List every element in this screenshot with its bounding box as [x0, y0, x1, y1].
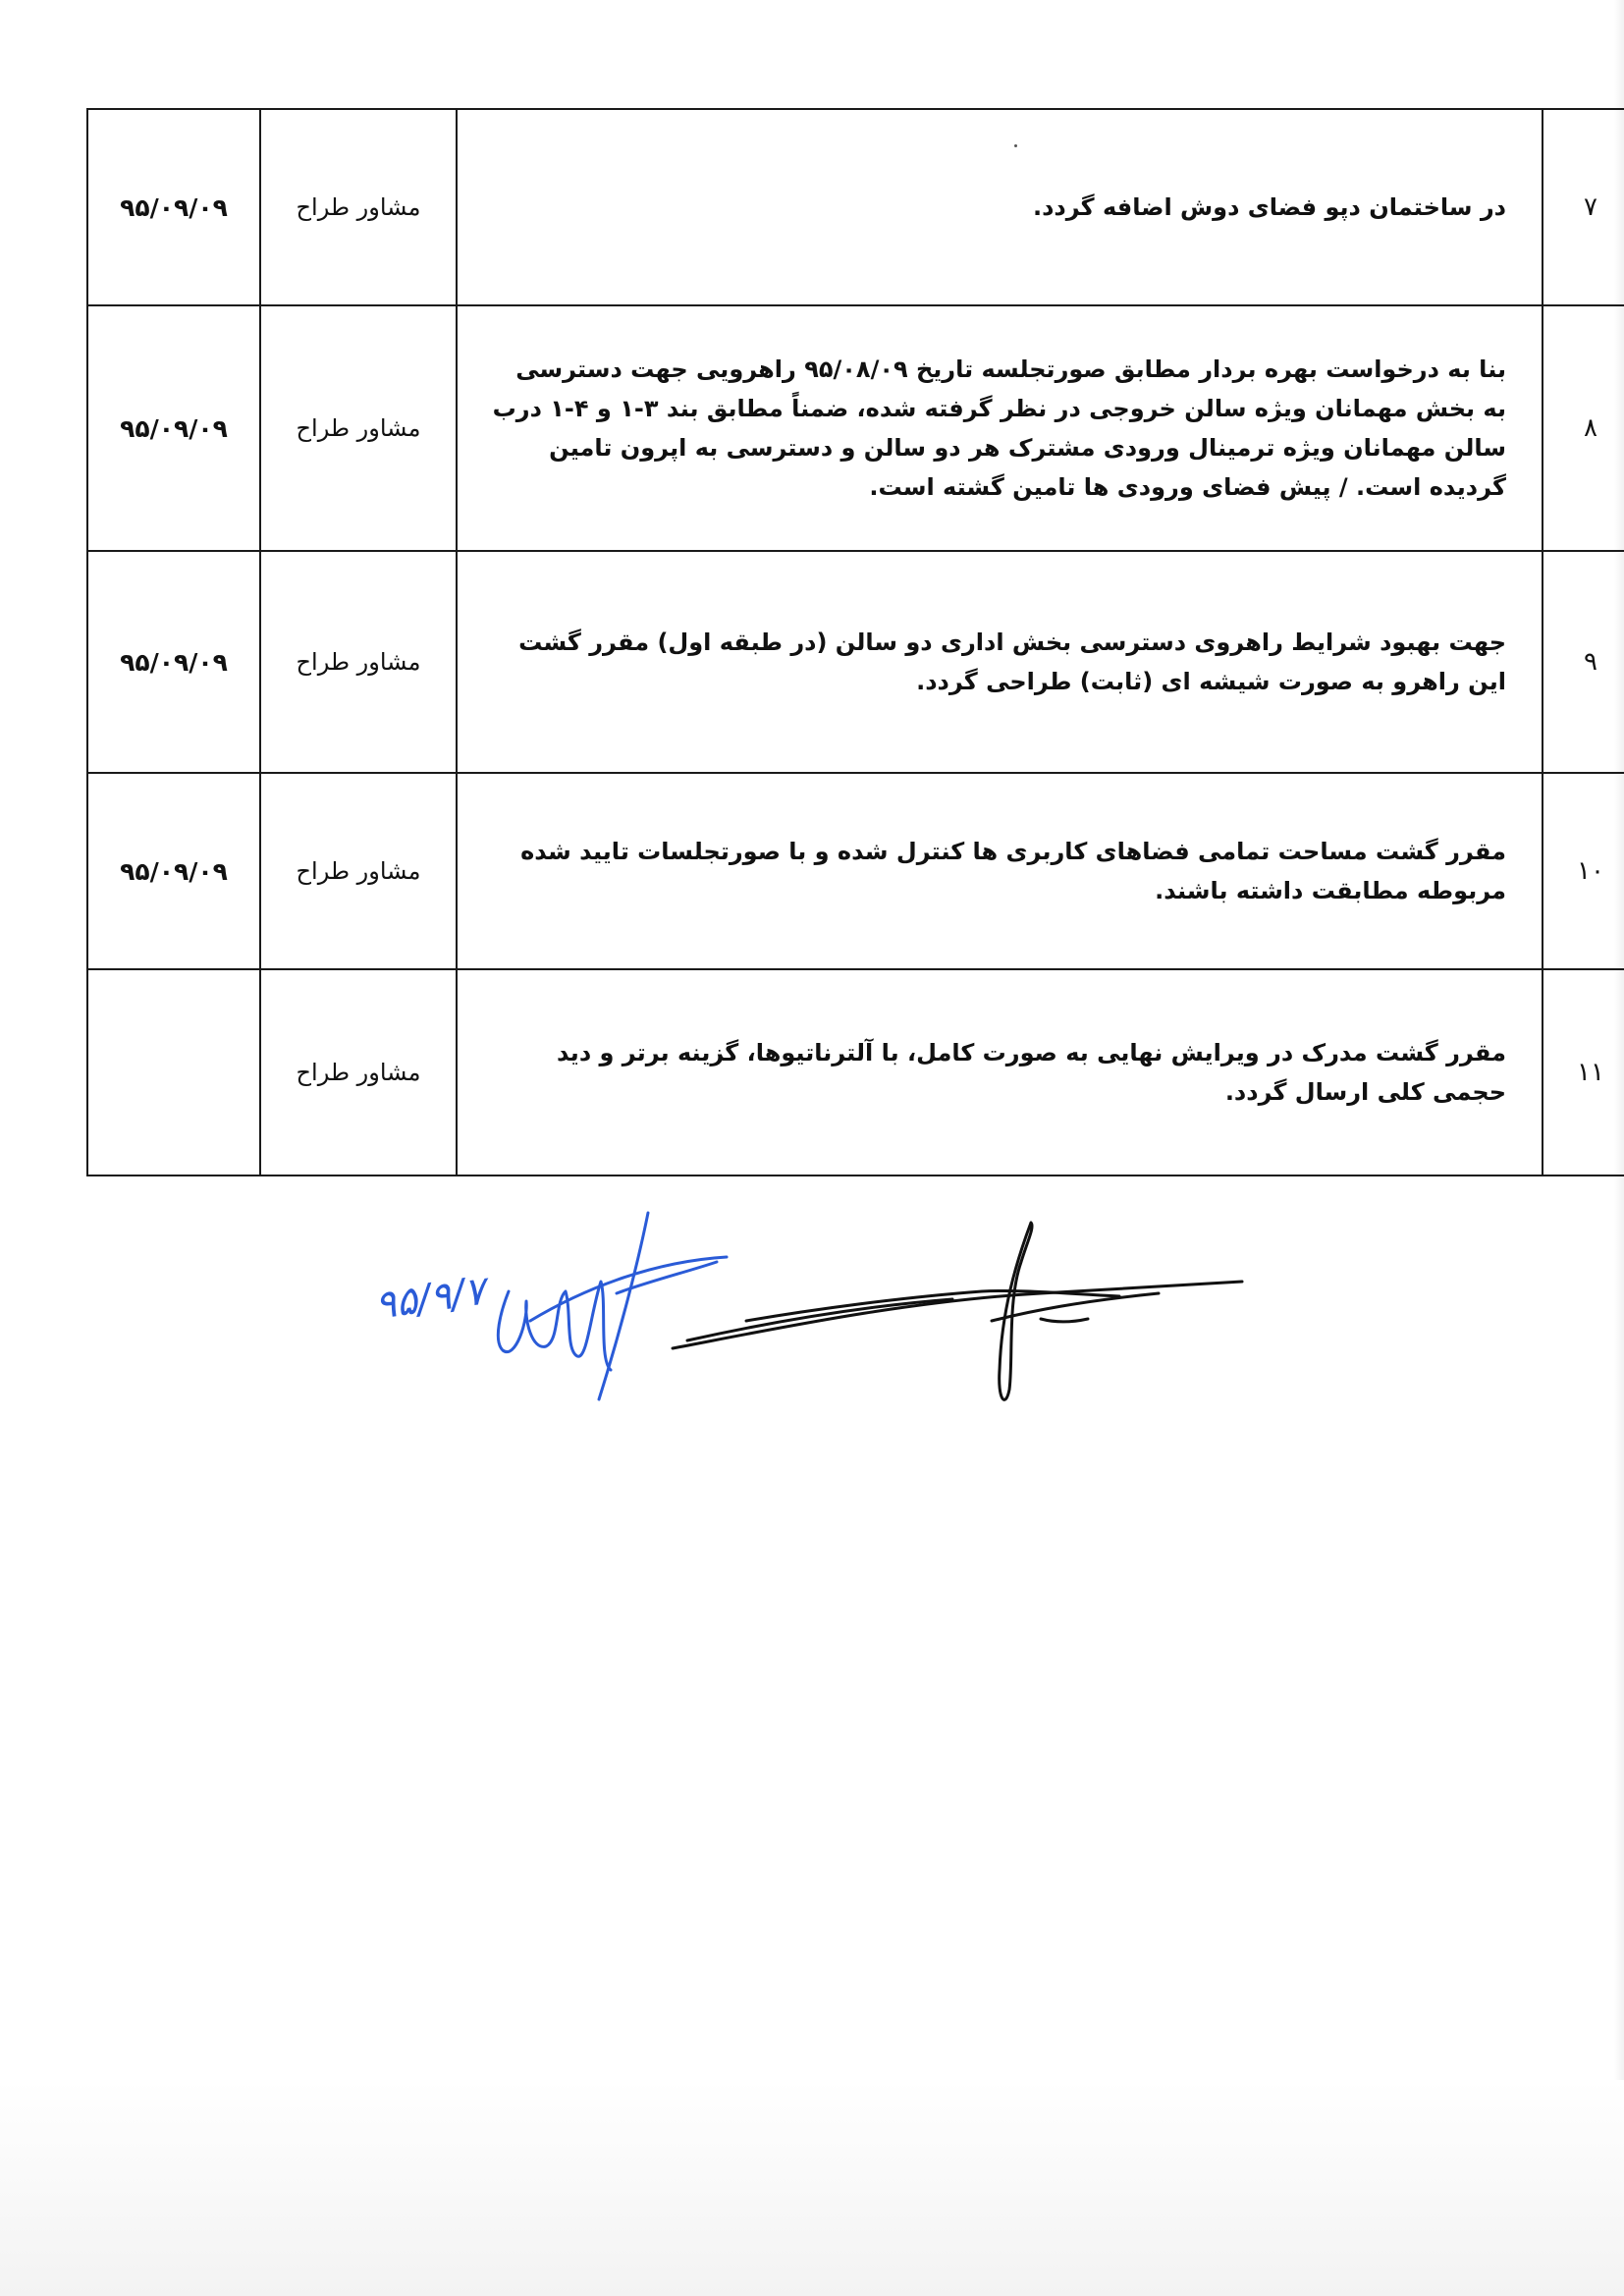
row-description: در ساختمان دپو فضای دوش اضافه گردد. — [457, 109, 1543, 305]
signatures — [353, 1203, 1276, 1429]
black-signature — [673, 1223, 1242, 1399]
row-date: ۹۵/۰۹/۰۹ — [87, 551, 260, 773]
table-row — [87, 969, 1624, 1175]
row-number: ۹ — [1543, 551, 1624, 773]
row-date: ۹۵/۰۹/۰۹ — [87, 109, 260, 305]
handwritten-date: ۹۵/۹/۷ — [371, 1268, 489, 1329]
row-responsible: مشاور طراح — [260, 551, 457, 773]
row-responsible: مشاور طراح — [260, 969, 457, 1175]
row-responsible: مشاور طراح — [260, 305, 457, 551]
minutes-table — [86, 108, 1624, 1176]
table-row — [87, 109, 1624, 305]
row-responsible: مشاور طراح — [260, 773, 457, 969]
row-number: ۱۰ — [1543, 773, 1624, 969]
row-date: ۹۵/۰۹/۰۹ — [87, 305, 260, 551]
row-description: مقرر گشت مساحت تمامی فضاهای کاربری ها کنترل شده و با صورتجلسات تایید شده مربوطه مطابقت داشته باشند. — [457, 773, 1543, 969]
row-description: جهت بهبود شرایط راهروی دسترسی بخش اداری دو سالن (در طبقه اول) مقرر گشت این راهرو به صورت شیشه ای (ثابت) طراحی گردد. — [457, 551, 1543, 773]
table-row — [87, 305, 1624, 551]
page-bottom-shadow — [0, 2080, 1624, 2296]
row-description: مقرر گشت مدرک در ویرایش نهایی به صورت کامل، با آلترناتیوها، گزینه برتر و دید حجمی کلی ارسال گردد. — [457, 969, 1543, 1175]
row-date: ۹۵/۰۹/۰۹ — [87, 773, 260, 969]
row-number: ۷ — [1543, 109, 1624, 305]
table-row — [87, 551, 1624, 773]
row-date — [87, 969, 260, 1175]
blue-signature — [498, 1213, 727, 1399]
row-responsible: مشاور طراح — [260, 109, 457, 305]
row-description: بنا به درخواست بهره بردار مطابق صورتجلسه تاریخ ۹۵/۰۸/۰۹ راهرویی جهت دسترسی به بخش مهمانان ویژه سالن خروجی در نظر گرفته شده، ضمناً مطابق بند ۳-۱ و ۴-۱ درب سالن مهمانان ویژه ترمینال ورودی مشترک هر دو سالن و دسترسی به اپرون تامین گردیده است. / پیش فضای ورودی ها تامین گشته است. — [457, 305, 1543, 551]
table-row — [87, 773, 1624, 969]
row-number: ۸ — [1543, 305, 1624, 551]
row-number: ۱۱ — [1543, 969, 1624, 1175]
